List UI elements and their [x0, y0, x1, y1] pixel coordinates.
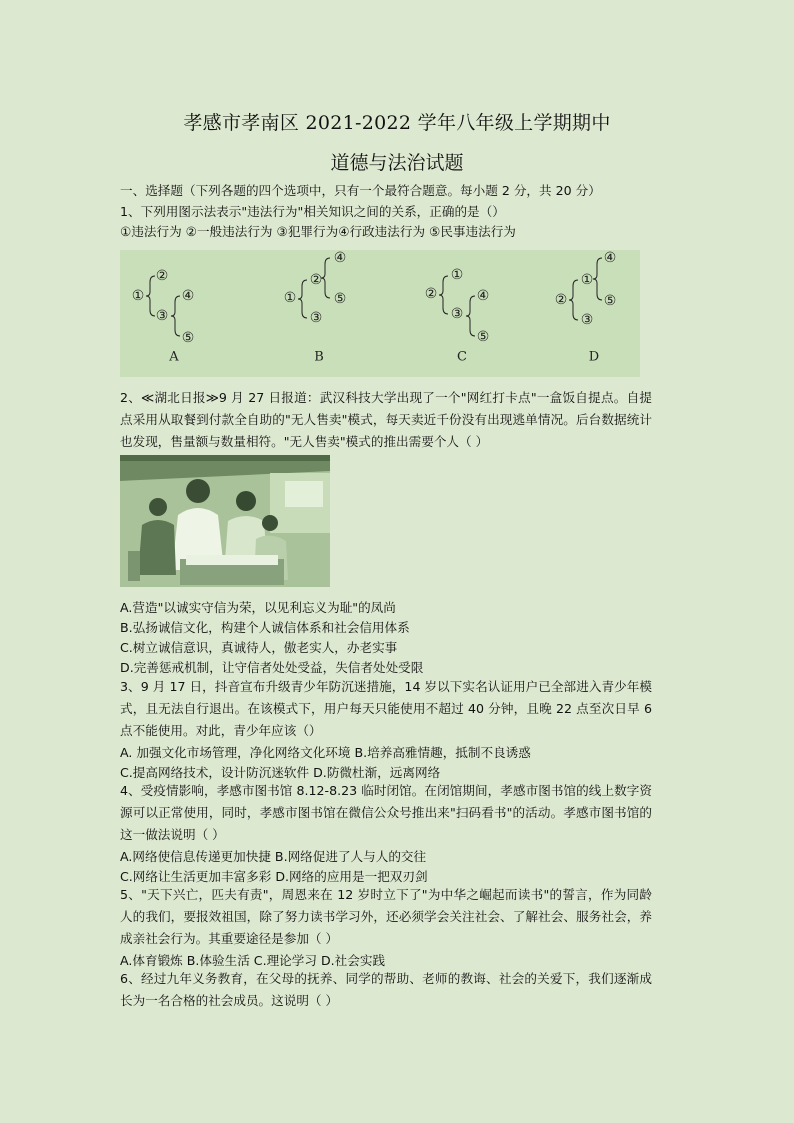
- diagram-a-label: A: [169, 349, 179, 365]
- exam-subtitle: 道德与法治试题: [330, 152, 464, 174]
- diagram-a-top: ②: [155, 268, 169, 284]
- q1-diagram-svg: [120, 250, 640, 377]
- q2-option-c: C.树立诚信意识，真诚待人，傲老实人，办老实事: [120, 640, 398, 655]
- q3-stem: 3、9 月 17 日，抖音宣布升级青少年防沉迷措施，14 岁以下实名认证用户已全部进入青少年模式，且无法自行退出。在该模式下，用户每天只能使用不超过 40 分钟，且晚 22 点至次日早 6 点不能使用。对此，青少年应该（）: [120, 679, 652, 738]
- diagram-d-mid: ③: [580, 312, 594, 328]
- diagram-a-brace-sub: [171, 296, 180, 336]
- diagram-c-sub2: ⑤: [476, 329, 490, 345]
- section-heading: 一、选择题（下列各题的四个选项中，只有一个最符合题意。每小题 2 分，共 20 分）: [120, 183, 601, 198]
- diagram-d-sub2: ⑤: [603, 293, 617, 309]
- q1-stem: 1、下列用图示法表示"违法行为"相关知识之间的关系，正确的是（）: [120, 204, 505, 219]
- diagram-d-sub1: ④: [603, 250, 617, 266]
- diagram-c-brace-sub: [466, 296, 475, 336]
- diagram-c-mid: ③: [450, 306, 464, 322]
- diagram-b-mid: ③: [309, 310, 323, 326]
- q2-photo: [120, 455, 330, 587]
- q2-option-a: A.营造"以诚实守信为荣，以见利忘义为耻"的凤尚: [120, 600, 396, 615]
- diagram-b-top: ②: [309, 272, 323, 288]
- diagram-a-mid: ③: [155, 308, 169, 324]
- q4-options-cd: C.网络让生活更加丰富多彩 D.网络的应用是一把双刃剑: [120, 869, 428, 884]
- q1-diagram-panel: [120, 250, 640, 377]
- q5-options: A.体育锻炼 B.体验生活 C.理论学习 D.社会实践: [120, 953, 386, 968]
- diagram-b-brace-sub: [321, 258, 330, 298]
- diagram-b-sub1: ④: [333, 250, 347, 266]
- q3-options-cd: C.提高网络技术，设计防沉迷软件 D.防微杜渐，远离网络: [120, 765, 441, 780]
- diagram-c-top: ①: [450, 267, 464, 283]
- diagram-d-root: ②: [554, 292, 568, 308]
- q1-legend: ①违法行为 ②一般违法行为 ③犯罪行为④行政违法行为 ⑤民事违法行为: [120, 224, 516, 239]
- diagram-b-brace-main: [298, 280, 307, 318]
- diagram-c-root: ②: [424, 286, 438, 302]
- diagram-c-label: C: [457, 349, 467, 365]
- diagram-d-brace-main: [569, 280, 578, 320]
- exam-title: 孝感市孝南区 2021-2022 学年八年级上学期期中: [183, 112, 611, 134]
- q4-stem: 4、受疫情影响，孝感市图书馆 8.12-8.23 临时闭馆。在闭馆期间，孝感市图书馆的线上数字资源可以正常使用，同时，孝感市图书馆在微信公众号推出来"扫码看书"的活动。孝感市图书馆的这一做法说明（ ）: [120, 783, 652, 842]
- q6-stem: 6、经过九年义务教育，在父母的抚养、同学的帮助、老师的教诲、社会的关爱下，我们逐渐成长为一名合格的社会成员。这说明（ ）: [120, 971, 652, 1008]
- q2-stem: 2、≪湖北日报≫9 月 27 日报道：武汉科技大学出现了一个"网红打卡点"一盒饭自提点。自提点采用从取餐到付款全自助的"无人售卖"模式，每天卖近千份没有出现逃单情况。后台数据统计也发现，售量额与数量相符。"无人售卖"模式的推出需要个人（ ）: [120, 390, 652, 449]
- diagram-a-sub2: ⑤: [181, 330, 195, 346]
- diagram-c-sub1: ④: [476, 288, 490, 304]
- diagram-d-top: ①: [580, 272, 594, 288]
- diagram-d-brace-sub: [593, 258, 602, 300]
- diagram-d-label: D: [588, 349, 600, 365]
- diagram-a-root: ①: [131, 288, 145, 304]
- q2-option-b: B.弘扬诚信文化，构建个人诚信体系和社会信用体系: [120, 620, 410, 635]
- diagram-c-brace-main: [439, 276, 448, 314]
- diagram-b-root: ①: [283, 290, 297, 306]
- diagram-b-sub2: ⑤: [333, 291, 347, 307]
- q3-options-ab: A. 加强文化市场管理，净化网络文化环境 B.培养高雅情趣，抵制不良诱惑: [120, 745, 531, 760]
- diagram-a-sub1: ④: [181, 288, 195, 304]
- q5-stem: 5、"天下兴亡，匹夫有责"，周恩来在 12 岁时立下了"为中华之崛起而读书"的誓言，作为同龄人的我们，要报效祖国，除了努力读书学习外，还必须学会关注社会、了解社会、服务社会，养成亲社会行为。其重要途径是参加（ ）: [120, 887, 652, 946]
- q4-options-ab: A.网络使信息传递更加快捷 B.网络促进了人与人的交往: [120, 849, 427, 864]
- q2-option-d: D.完善惩戒机制，让守信者处处受益，失信者处处受限: [120, 660, 424, 675]
- diagram-b-label: B: [314, 349, 324, 365]
- diagram-a-brace-main: [146, 276, 155, 316]
